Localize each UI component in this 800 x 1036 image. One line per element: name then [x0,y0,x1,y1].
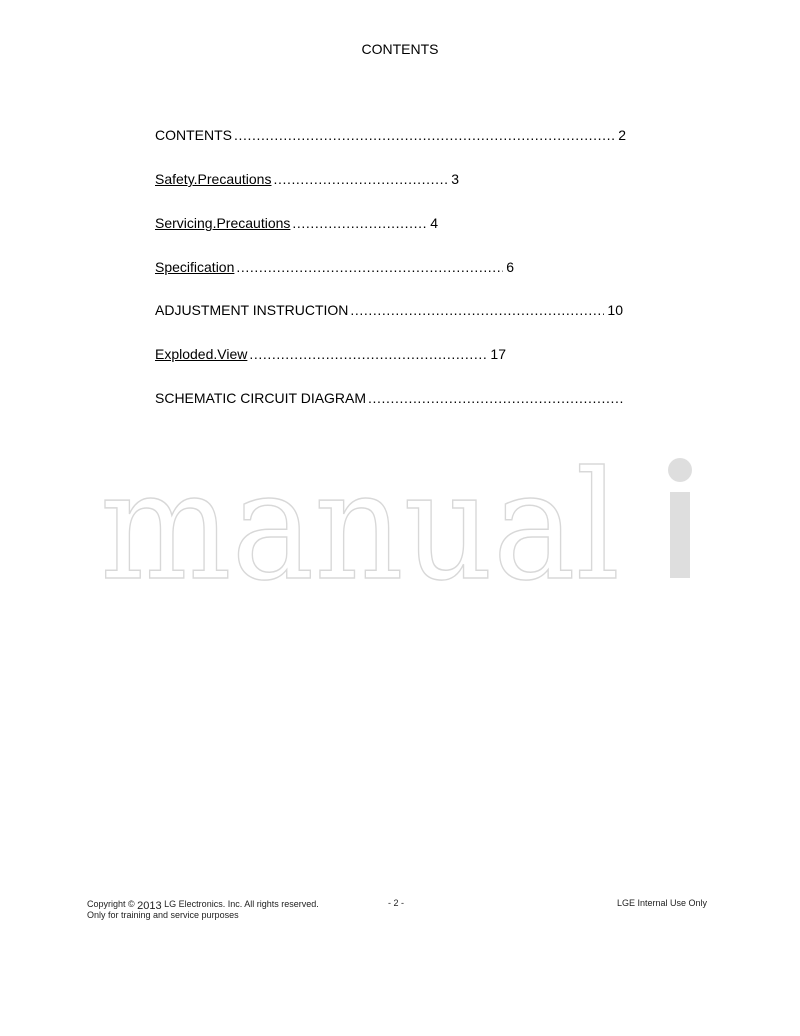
toc-link[interactable]: Servicing.Precautions [155,215,291,231]
toc-leader [368,390,623,406]
toc-link[interactable]: Exploded.View [155,346,248,362]
toc-leader [236,259,503,275]
toc-leader [234,127,615,143]
toc-leader [292,215,427,231]
toc-entry-safety-precautions[interactable] [155,171,459,187]
page-title: CONTENTS [361,41,439,57]
toc-leader [249,346,487,362]
toc-entry-exploded-view[interactable] [155,346,506,362]
watermark-logo [95,450,705,590]
toc-label: SCHEMATIC CIRCUIT DIAGRAM [155,390,367,406]
toc-entry-contents[interactable] [155,127,626,143]
toc-link[interactable]: Specification [155,259,235,275]
toc-label: ADJUSTMENT INSTRUCTION [155,302,349,318]
footer-classification: LGE Internal Use Only [616,898,707,908]
toc-leader [350,302,604,318]
footer-purpose: Only for training and service purposes [87,910,239,920]
copyright-text: LG Electronics. Inc. All rights reserved. [164,899,319,909]
copyright-year: 2013 [137,900,162,912]
toc-page: 17 [490,346,506,362]
toc-page: 2 [618,127,626,143]
toc-entry-servicing-precautions[interactable] [155,215,438,231]
copyright-prefix: Copyright © [87,899,135,909]
toc-entry-schematic-circuit-diagram[interactable] [155,390,626,406]
toc-page: 4 [430,215,438,231]
toc-entry-adjustment-instruction[interactable] [155,302,623,318]
toc-entry-specification[interactable] [155,259,514,275]
svg-text:manual: manual [100,450,620,590]
toc-leader [273,171,448,187]
toc-label: CONTENTS [155,127,232,143]
toc-page: 10 [607,302,623,318]
toc-link[interactable]: Safety.Precautions [155,171,272,187]
footer-copyright [87,898,319,910]
footer-page-number: - 2 - [388,898,405,908]
toc-page: 3 [451,171,459,187]
toc-page: 6 [506,259,514,275]
